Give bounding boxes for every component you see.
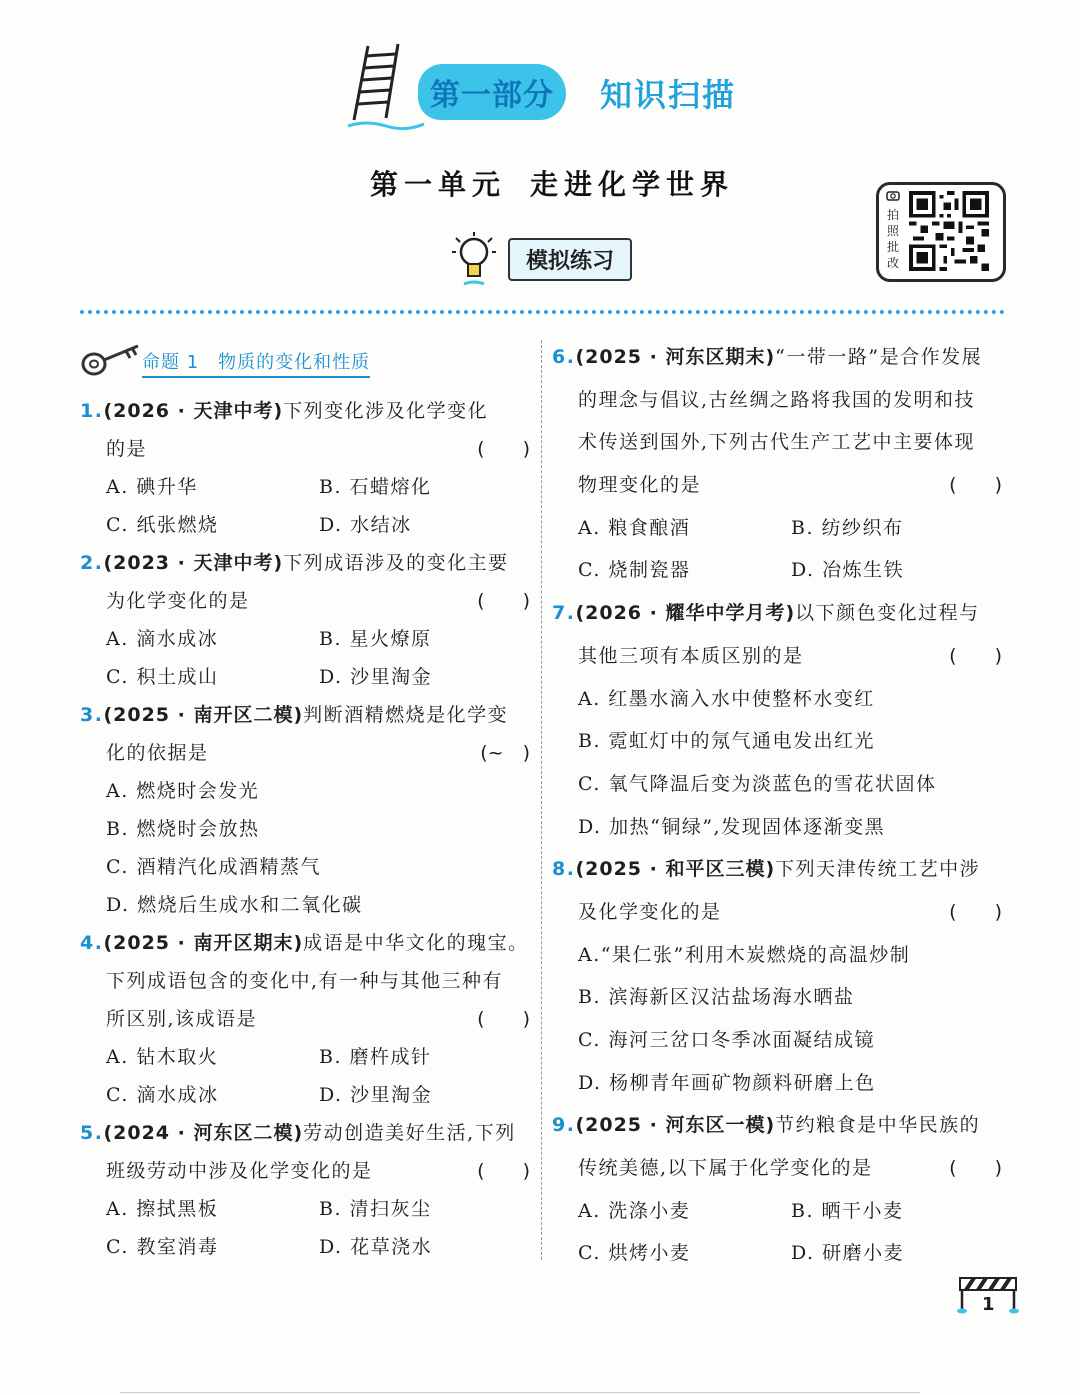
option-row bbox=[80, 1190, 532, 1228]
option-row bbox=[552, 1232, 1004, 1275]
answer-parentheses: ( ) bbox=[949, 474, 1002, 497]
question-text: 下列成语包含的变化中,有一种与其他三种有 bbox=[106, 970, 504, 992]
answer-option: C. 氧气降温后变为淡蓝色的雪花状固体 bbox=[578, 772, 937, 795]
question-line bbox=[552, 464, 1004, 507]
question-number: 9. bbox=[552, 1114, 576, 1137]
question-list bbox=[80, 392, 532, 1266]
question-source: (2024 · 河东区二模) bbox=[103, 1122, 304, 1144]
question-text: 传统美德,以下属于化学变化的是 bbox=[578, 1157, 873, 1180]
question-number: 3. bbox=[80, 704, 104, 726]
question-source: (2026 · 天津中考) bbox=[103, 400, 284, 422]
answer-option: C. 积土成山 bbox=[106, 666, 219, 688]
question-line bbox=[80, 1000, 532, 1038]
question-line bbox=[552, 635, 1004, 678]
answer-option: B. 纺纱织布 bbox=[791, 516, 904, 539]
qr-hint-char: 拍 bbox=[886, 208, 899, 222]
answer-option: B. 晒干小麦 bbox=[791, 1199, 904, 1222]
unit-title: 走进化学世界 bbox=[530, 168, 735, 201]
question-item bbox=[80, 924, 532, 1114]
question-text: 化的依据是 bbox=[106, 742, 209, 764]
answer-option: A. 洗涤小麦 bbox=[578, 1199, 691, 1222]
question-number: 5. bbox=[80, 1122, 104, 1144]
question-line bbox=[80, 1114, 532, 1152]
header-divider bbox=[80, 310, 1005, 314]
question-source: (2025 · 南开区二模) bbox=[103, 704, 304, 726]
question-item bbox=[552, 1104, 1004, 1275]
topic-label: 命题 1 物质的变化和性质 bbox=[142, 348, 370, 378]
answer-option: C. 烘烤小麦 bbox=[578, 1242, 691, 1265]
question-item bbox=[80, 544, 532, 696]
answer-option: D. 沙里淘金 bbox=[319, 1084, 433, 1106]
answer-option: A. 滴水成冰 bbox=[106, 628, 219, 650]
answer-option: A. 燃烧时会发光 bbox=[106, 780, 260, 802]
ladder-icon bbox=[346, 42, 426, 132]
qr-hint-text bbox=[885, 207, 901, 271]
answer-option: A.“果仁张”利用木炭燃烧的高温炒制 bbox=[578, 943, 911, 966]
column-divider bbox=[541, 340, 542, 1260]
answer-option: C. 海河三岔口冬季冰面凝结成镜 bbox=[578, 1029, 875, 1051]
page-header bbox=[0, 0, 1080, 300]
right-column bbox=[552, 336, 1004, 1275]
question-line bbox=[552, 592, 1004, 635]
question-source: (2025 · 南开区期末) bbox=[103, 932, 304, 954]
question-line bbox=[80, 924, 532, 962]
question-number: 2. bbox=[80, 552, 104, 574]
question-source: (2026 · 耀华中学月考) bbox=[575, 602, 796, 625]
answer-option: D. 冶炼生铁 bbox=[791, 559, 905, 582]
question-source: (2023 · 天津中考) bbox=[103, 552, 284, 574]
answer-option: A. 碘升华 bbox=[106, 476, 198, 498]
question-list bbox=[552, 336, 1004, 1275]
option-row bbox=[552, 549, 1004, 592]
question-text: 为化学变化的是 bbox=[106, 590, 250, 612]
question-source: (2025 · 河东区期末) bbox=[575, 346, 776, 368]
answer-option: A. 钻木取火 bbox=[106, 1046, 219, 1068]
answer-parentheses: ( ) bbox=[949, 1157, 1002, 1180]
answer-option: C. 酒精汽化成酒精蒸气 bbox=[106, 856, 321, 878]
question-text: 成语是中华文化的瑰宝。 bbox=[303, 932, 529, 954]
answer-option: D. 燃烧后生成水和二氧化碳 bbox=[106, 894, 363, 916]
question-line bbox=[80, 392, 532, 430]
question-item bbox=[552, 848, 1004, 1104]
answer-option: D. 沙里淘金 bbox=[319, 666, 433, 688]
option-row bbox=[80, 468, 532, 506]
question-number: 6. bbox=[552, 346, 576, 368]
question-item bbox=[80, 696, 532, 924]
answer-option: B. 磨杵成针 bbox=[319, 1046, 432, 1068]
answer-option: D. 研磨小麦 bbox=[791, 1242, 905, 1265]
question-item bbox=[552, 592, 1004, 848]
answer-option: C. 滴水成冰 bbox=[106, 1084, 219, 1106]
qr-hint-char: 照 bbox=[886, 224, 899, 238]
camera-icon bbox=[886, 189, 900, 201]
answer-parentheses: ( ) bbox=[477, 1160, 530, 1182]
question-text: 的是 bbox=[106, 438, 148, 460]
option-row bbox=[80, 658, 532, 696]
question-line bbox=[552, 1147, 1004, 1190]
question-text: 下列变化涉及化学变化 bbox=[283, 400, 489, 422]
answer-option: D. 杨柳青年画矿物颜料研磨上色 bbox=[578, 1071, 876, 1094]
part-label: 第一部分 bbox=[430, 78, 554, 113]
option-row bbox=[80, 506, 532, 544]
answer-option: B. 清扫灰尘 bbox=[319, 1198, 432, 1220]
question-text: 其他三项有本质区别的是 bbox=[578, 644, 804, 667]
question-item bbox=[80, 1114, 532, 1266]
question-line bbox=[80, 544, 532, 582]
qr-code-image bbox=[909, 191, 989, 271]
question-source: (2025 · 和平区三模) bbox=[575, 858, 776, 881]
question-text: “一带一路”是合作发展 bbox=[775, 346, 983, 368]
question-item bbox=[80, 392, 532, 544]
photo-grading-qr[interactable] bbox=[876, 182, 1006, 282]
question-line bbox=[80, 430, 532, 468]
practice-tag: 模拟练习 bbox=[508, 238, 632, 281]
question-line bbox=[552, 336, 1004, 379]
answer-option: A. 粮食酿酒 bbox=[578, 516, 691, 539]
option-row bbox=[80, 1228, 532, 1266]
question-number: 4. bbox=[80, 932, 104, 954]
question-line bbox=[552, 421, 1004, 464]
lightbulb-icon bbox=[450, 230, 500, 290]
question-number: 8. bbox=[552, 858, 576, 881]
question-item bbox=[552, 336, 1004, 592]
answer-parentheses: ( ) bbox=[949, 644, 1002, 667]
answer-parentheses: ( ) bbox=[477, 590, 530, 612]
question-text: 的理念与倡议,古丝绸之路将我国的发明和技 bbox=[578, 388, 976, 411]
question-text: 下列成语涉及的变化主要 bbox=[283, 552, 509, 574]
topic-heading bbox=[80, 336, 532, 392]
question-line bbox=[80, 696, 532, 734]
question-text: 以下颜色变化过程与 bbox=[795, 602, 980, 625]
answer-parentheses: ( ) bbox=[477, 1008, 530, 1030]
question-source: (2025 · 河东区一模) bbox=[575, 1114, 776, 1137]
option-row bbox=[552, 1190, 1004, 1233]
answer-option: A. 红墨水滴入水中使整杯水变红 bbox=[578, 687, 875, 710]
key-icon bbox=[80, 338, 144, 378]
question-line bbox=[80, 582, 532, 620]
answer-option: B. 霓虹灯中的氖气通电发出红光 bbox=[578, 730, 876, 753]
answer-option: B. 滨海新区汉沽盐场海水晒盐 bbox=[578, 986, 855, 1009]
question-text: 所区别,该成语是 bbox=[106, 1008, 258, 1030]
qr-hint-char: 改 bbox=[886, 256, 899, 270]
page-number: 1 bbox=[982, 1294, 995, 1315]
answer-parentheses: (~ ) bbox=[480, 742, 530, 764]
question-line bbox=[552, 1104, 1004, 1147]
answer-option: B. 星火燎原 bbox=[319, 628, 432, 650]
question-line bbox=[80, 1152, 532, 1190]
question-number: 7. bbox=[552, 602, 576, 625]
question-text: 班级劳动中涉及化学变化的是 bbox=[106, 1160, 373, 1182]
question-text: 节约粮食是中华民族的 bbox=[775, 1114, 981, 1137]
option-row bbox=[80, 620, 532, 658]
question-text: 物理变化的是 bbox=[578, 474, 702, 497]
qr-hint-char: 批 bbox=[886, 240, 899, 254]
question-text: 下列天津传统工艺中涉 bbox=[775, 858, 981, 881]
question-text: 及化学变化的是 bbox=[578, 900, 722, 923]
option-row bbox=[552, 507, 1004, 550]
answer-option: D. 水结冰 bbox=[319, 514, 412, 536]
bottom-rule bbox=[120, 1392, 920, 1393]
question-line bbox=[552, 848, 1004, 891]
answer-parentheses: ( ) bbox=[477, 438, 530, 460]
question-line bbox=[80, 734, 532, 772]
option-row bbox=[80, 1038, 532, 1076]
question-line bbox=[552, 891, 1004, 934]
answer-option: C. 教室消毒 bbox=[106, 1236, 219, 1258]
answer-parentheses: ( ) bbox=[949, 900, 1002, 923]
answer-option: D. 花草浇水 bbox=[319, 1236, 433, 1258]
question-text: 判断酒精燃烧是化学变 bbox=[303, 704, 509, 726]
part-title: 知识扫描 bbox=[600, 76, 737, 114]
unit-label: 第一单元 bbox=[370, 168, 507, 201]
question-line bbox=[552, 379, 1004, 422]
left-column bbox=[80, 336, 532, 1266]
answer-option: B. 燃烧时会放热 bbox=[106, 818, 260, 840]
answer-option: B. 石蜡熔化 bbox=[319, 476, 432, 498]
question-text: 劳动创造美好生活,下列 bbox=[303, 1122, 516, 1144]
question-line bbox=[80, 962, 532, 1000]
answer-option: C. 纸张燃烧 bbox=[106, 514, 219, 536]
question-text: 术传送到国外,下列古代生产工艺中主要体现 bbox=[578, 431, 976, 454]
answer-option: C. 烧制瓷器 bbox=[578, 559, 691, 582]
answer-option: A. 擦拭黑板 bbox=[106, 1198, 219, 1220]
option-row bbox=[80, 1076, 532, 1114]
answer-option: D. 加热“铜绿”,发现固体逐渐变黑 bbox=[578, 815, 886, 838]
question-number: 1. bbox=[80, 400, 104, 422]
